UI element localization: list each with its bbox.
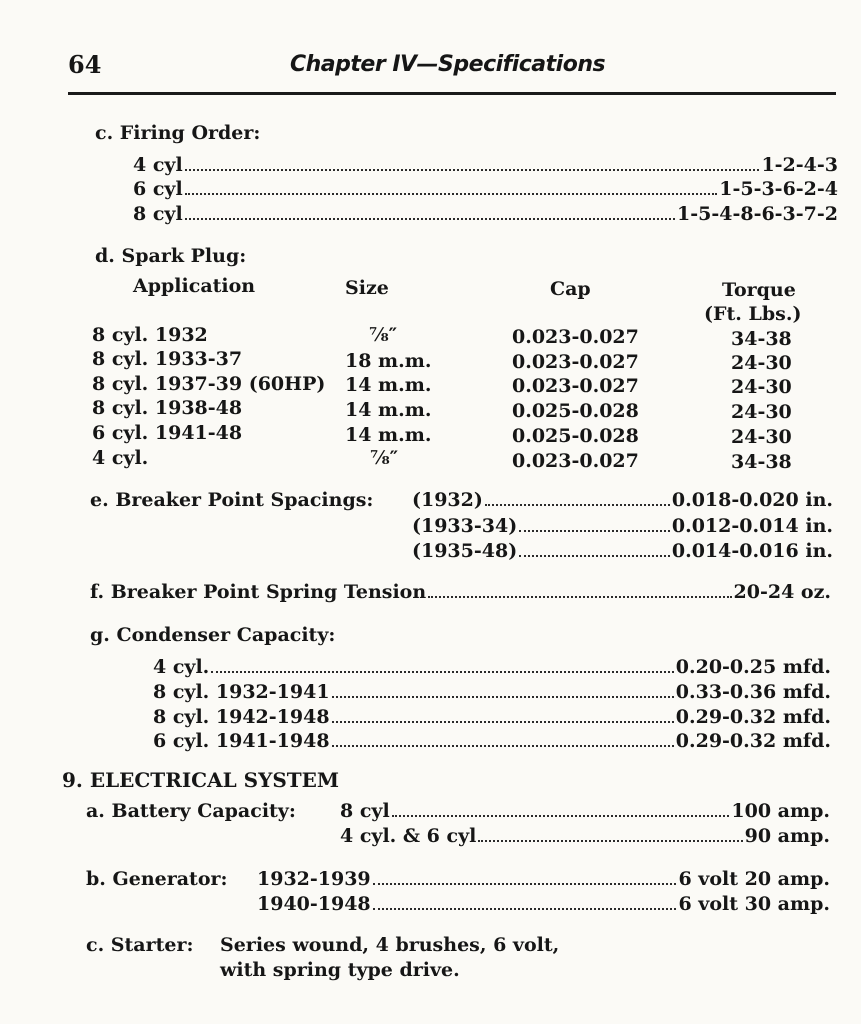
row-value: 20-24 oz. [733, 581, 831, 603]
breaker-spacing-row [412, 489, 833, 511]
page-number: 64 [68, 50, 102, 79]
row-label: 1932-1939 [257, 868, 371, 890]
breaker-spacings-heading: e. Breaker Point Spacings: [90, 489, 374, 511]
row-label: 8 cyl. 1942-1948 [153, 706, 330, 728]
generator-label: b. Generator: [86, 868, 228, 890]
column-header-application: Application [133, 275, 256, 297]
spring-tension-row [90, 581, 831, 603]
cell-application: 6 cyl. 1941-48 [92, 422, 243, 444]
battery-capacity-label: a. Battery Capacity: [86, 800, 296, 822]
leader-dots [478, 840, 742, 842]
breaker-spacing-row [412, 540, 833, 562]
battery-row [340, 800, 830, 822]
row-value: 6 volt 20 amp. [678, 868, 830, 890]
cell-torque: 24-30 [731, 401, 792, 423]
condenser-row [153, 681, 831, 703]
row-value: 0.33-0.36 mfd. [675, 681, 831, 703]
header-rule [68, 92, 836, 95]
battery-row [340, 825, 830, 847]
cell-size: 14 m.m. [345, 399, 432, 421]
row-label: (1932) [412, 489, 483, 511]
row-value: 0.018-0.020 in. [671, 489, 833, 511]
leader-dots [428, 596, 731, 598]
row-label: 4 cyl [133, 154, 183, 176]
leader-dots [185, 193, 718, 195]
row-label: 8 cyl. 1932-1941 [153, 681, 330, 703]
leader-dots [373, 908, 677, 910]
row-value: 0.012-0.014 in. [671, 515, 833, 537]
condenser-heading: g. Condenser Capacity: [90, 624, 336, 646]
row-value: 0.29-0.32 mfd. [675, 706, 831, 728]
cell-size: ⅞″ [370, 447, 399, 469]
row-value: 100 amp. [731, 800, 830, 822]
cell-application: 8 cyl. 1933-37 [92, 348, 243, 370]
leader-dots [185, 169, 760, 171]
row-label: (1935-48) [412, 540, 518, 562]
row-label: 8 cyl [340, 800, 390, 822]
chapter-title: Chapter IV—Specifications [290, 52, 606, 77]
cell-size: 18 m.m. [345, 350, 432, 372]
condenser-row [153, 706, 831, 728]
row-label: 8 cyl [133, 203, 183, 225]
cell-size: ⅞″ [369, 324, 398, 346]
cell-cap: 0.025-0.028 [512, 400, 639, 422]
firing-order-heading: c. Firing Order: [95, 122, 261, 144]
row-value: 0.014-0.016 in. [671, 540, 833, 562]
leader-dots [332, 721, 674, 723]
cell-size: 14 m.m. [345, 374, 432, 396]
row-label: f. Breaker Point Spring Tension [90, 581, 427, 603]
starter-line-2: with spring type drive. [220, 959, 460, 981]
firing-order-row [133, 178, 838, 200]
cell-cap: 0.023-0.027 [512, 375, 639, 397]
cell-cap: 0.023-0.027 [512, 326, 639, 348]
cell-cap: 0.023-0.027 [512, 351, 639, 373]
condenser-row [153, 656, 831, 678]
leader-dots [519, 530, 670, 532]
firing-order-row [133, 154, 838, 176]
condenser-row [153, 730, 831, 752]
row-value: 90 amp. [744, 825, 830, 847]
generator-row [257, 868, 830, 890]
electrical-system-heading: 9. ELECTRICAL SYSTEM [62, 768, 340, 792]
row-label: 4 cyl. & 6 cyl [340, 825, 477, 847]
leader-dots [211, 671, 673, 673]
row-label: 6 cyl. 1941-1948 [153, 730, 330, 752]
cell-torque: 24-30 [731, 352, 792, 374]
cell-application: 8 cyl. 1932 [92, 324, 208, 346]
starter-line-1: Series wound, 4 brushes, 6 volt, [220, 934, 560, 956]
row-value: 1-2-4-3 [761, 154, 838, 176]
row-label: 1940-1948 [257, 893, 371, 915]
leader-dots [332, 696, 674, 698]
cell-torque: 24-30 [731, 426, 792, 448]
leader-dots [185, 218, 675, 220]
cell-cap: 0.025-0.028 [512, 425, 639, 447]
firing-order-row [133, 203, 838, 225]
starter-label: c. Starter: [86, 934, 194, 956]
cell-application: 8 cyl. 1938-48 [92, 397, 243, 419]
column-header-size: Size [345, 277, 389, 299]
row-label: 6 cyl [133, 178, 183, 200]
column-header-torque: Torque [722, 279, 796, 301]
row-value: 0.20-0.25 mfd. [675, 656, 831, 678]
row-value: 6 volt 30 amp. [678, 893, 830, 915]
row-value: 1-5-4-8-6-3-7-2 [677, 203, 838, 225]
cell-size: 14 m.m. [345, 424, 432, 446]
leader-dots [519, 555, 670, 557]
row-value: 0.29-0.32 mfd. [675, 730, 831, 752]
cell-application: 4 cyl. [92, 447, 149, 469]
leader-dots [485, 504, 670, 506]
spark-plug-heading: d. Spark Plug: [95, 245, 247, 267]
leader-dots [392, 815, 730, 817]
cell-torque: 34-38 [731, 451, 792, 473]
leader-dots [373, 883, 677, 885]
generator-row [257, 893, 830, 915]
leader-dots [332, 745, 674, 747]
row-label: 4 cyl. [153, 656, 210, 678]
column-header-torque-unit: (Ft. Lbs.) [704, 303, 802, 325]
cell-torque: 34-38 [731, 328, 792, 350]
cell-torque: 24-30 [731, 376, 792, 398]
breaker-spacing-row [412, 515, 833, 537]
cell-application: 8 cyl. 1937-39 (60HP) [92, 373, 326, 395]
cell-cap: 0.023-0.027 [512, 450, 639, 472]
column-header-cap: Cap [550, 278, 591, 300]
row-label: (1933-34) [412, 515, 518, 537]
row-value: 1-5-3-6-2-4 [719, 178, 838, 200]
